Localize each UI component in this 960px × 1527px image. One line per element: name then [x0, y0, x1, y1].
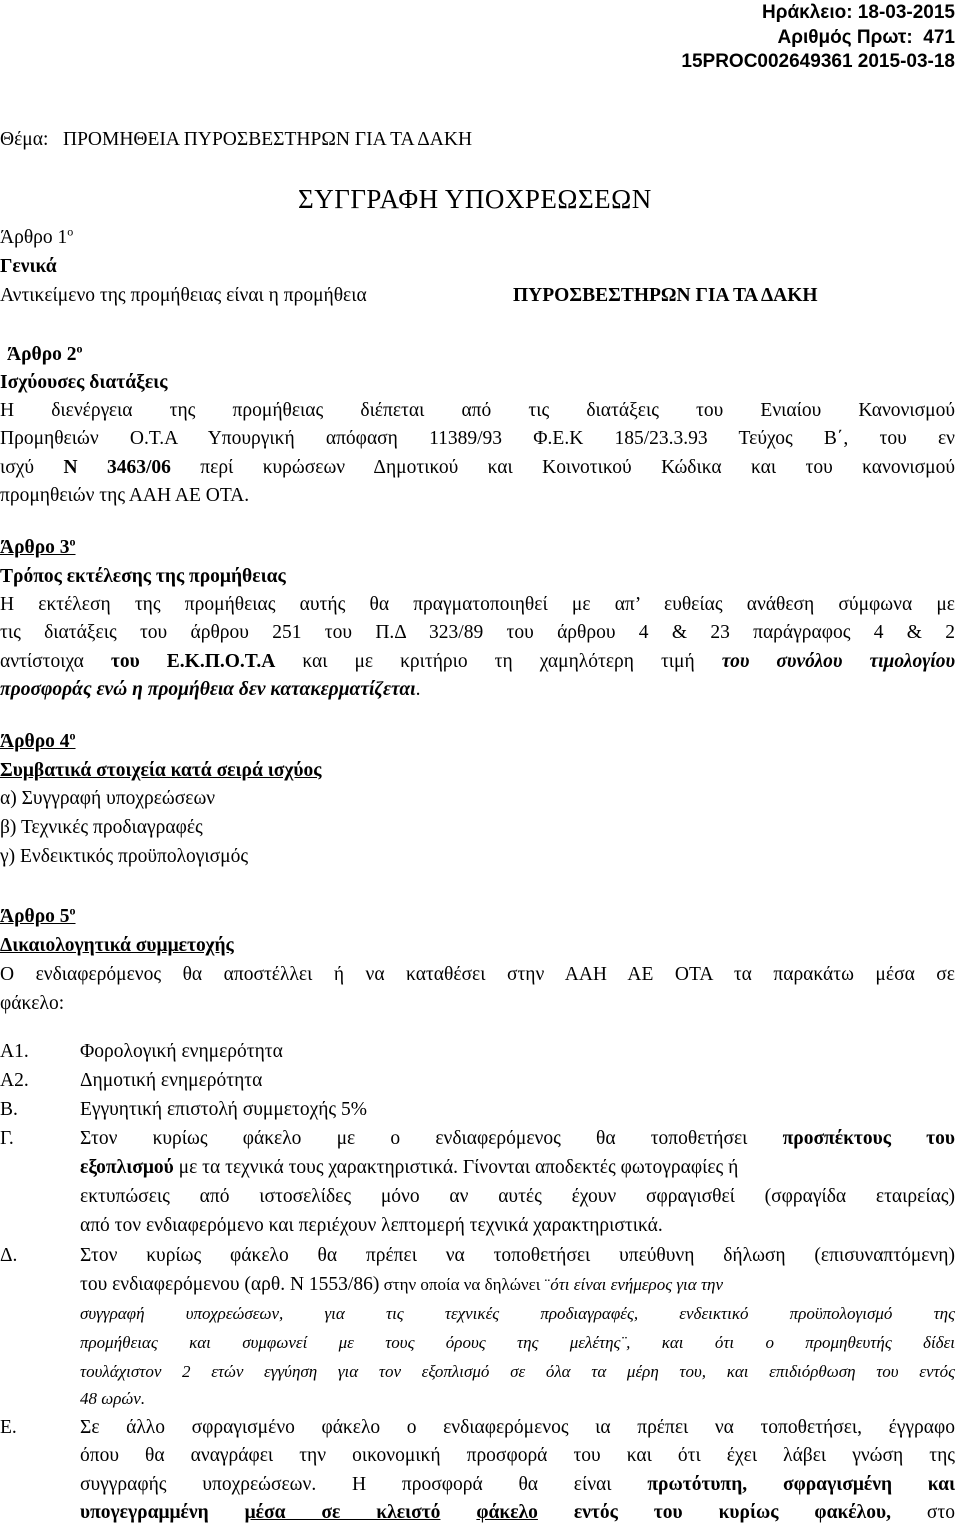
article2-line1: Η διενέργεια της προμήθειας διέπεται από τις διατάξεις του Ενιαίου Κανονισμού — [0, 400, 955, 421]
article1-subject: ΠΥΡΟΣΒΕΣΤΗΡΩΝ ΓΙΑ ΤΑ ΔΑΚΗ — [513, 285, 818, 306]
item-e-line4: υπογεγραμμένη μέσα σε κλειστό φάκελο εντός του κυρίως φακέλου, στο — [80, 1502, 956, 1523]
protocol-label: Αριθμός Πρωτ: — [777, 27, 913, 48]
article4-item-c: γ) Ενδεικτικός προϋπολογισμός — [0, 846, 249, 867]
subject-text: ΠΡΟΜΗΘΕΙΑ ΠΥΡΟΣΒΕΣΤΗΡΩΝ ΓΙΑ ΤΑ ΔΑΚΗ — [63, 129, 473, 150]
article2-heading: Άρθρο $2^o$ — [7, 341, 83, 365]
item-g-line4: από τον ενδιαφερόμενο και περιέχουν λεπτομερή τεχνικά χαρακτηριστικά. — [80, 1215, 663, 1236]
item-d-line3: συγγραφή υποχρεώσεων, για τις τεχνικές προδιαγραφές, ενδεικτικό προϋπολογισμό της — [80, 1304, 955, 1323]
item-d-line2: του ενδιαφερόμενου (αρθ. Ν 1553/86) στην οποία να δηλώνει ¨ότι είναι ενήμερος για την — [80, 1274, 724, 1295]
subject-line — [0, 125, 472, 154]
doc-title: ΣΥΓΓΡΑΦΗ ΥΠΟΧΡΕΩΣΕΩΝ — [298, 184, 652, 214]
item-e-line2: όπου θα αναγράφει την οικονομική προσφορά του και ότι έχει λάβει γνώση της — [80, 1445, 955, 1466]
article3-line1: Η εκτέλεση της προμήθειας αυτής θα πραγματοποιηθεί με απ’ ευθείας ανάθεση σύμφωνα με — [0, 594, 955, 615]
item-g-label: Γ. — [0, 1128, 14, 1149]
protocol-number: 471 — [923, 27, 955, 48]
article1-text: Αντικείμενο της προμήθειας είναι η προμήθεια — [0, 285, 367, 306]
article2-subheading: Ισχύουσες διατάξεις — [0, 372, 168, 393]
article3-heading: Άρθρο $3^o$ — [0, 534, 76, 558]
item-g-line2: εξοπλισμού με τα τεχνικά τους χαρακτηριστικά. Γίνονται αποδεκτές φωτογραφίες ή — [80, 1157, 739, 1178]
article4-heading: Άρθρο $4^o$ — [0, 728, 76, 752]
item-a1-label: Α1. — [0, 1041, 29, 1062]
item-e-line3: συγγραφής υποχρεώσεων. Η προσφορά θα είναι πρωτότυπη, σφραγισμένη και — [80, 1474, 955, 1495]
item-e-label: Ε. — [0, 1417, 17, 1438]
item-e-line1: Σε άλλο σφραγισμένο φάκελο ο ενδιαφερόμενος ια πρέπει να τοποθετήσει, έγγραφο — [80, 1417, 955, 1438]
article3-line2: τις διατάξεις του άρθρου 251 του Π.Δ 323/89 του άρθρου 4 & 23 παράγραφος 4 & 2 — [0, 622, 955, 643]
item-g-line3: εκτυπώσεις από ιστοσελίδες μόνο αν αυτές έχουν σφραγισθεί (σφραγίδα εταιρείας) — [80, 1186, 955, 1207]
article3-subheading: Τρόπος εκτέλεσης της προμήθειας — [0, 566, 286, 587]
article3-line4: προσφοράς ενώ η προμήθεια δεν κατακερματίζεται. — [0, 679, 421, 700]
item-d-line6: 48 ωρών. — [80, 1389, 146, 1408]
article2-line3: ισχύ Ν 3463/06 περί κυρώσεων Δημοτικού και Κοινοτικού Κώδικα και του κανονισμού — [0, 457, 956, 478]
article2-line4: προμηθειών της ΑΑΗ ΑΕ ΟΤΑ. — [0, 485, 250, 506]
article5-intro2: φάκελο: — [0, 993, 65, 1014]
article3-line3: αντίστοιχα του Ε.Κ.Π.Ο.Τ.Α και με κριτήριο τη χαμηλότερη τιμή του συνόλου τιμολογίου — [0, 651, 956, 672]
article5-heading: Άρθρο $5^o$ — [0, 903, 76, 927]
article5-intro1: Ο ενδιαφερόμενος θα αποστέλλει ή να καταθέσει στην ΑΑΗ ΑΕ ΟΤΑ τα παρακάτω μέσα σε — [0, 964, 955, 985]
item-a1-text: Φορολογική ενημερότητα — [80, 1041, 283, 1062]
article1-subheading: Γενικά — [0, 256, 57, 277]
article4-subheading: Συμβατικά στοιχεία κατά σειρά ισχύος — [0, 760, 322, 781]
item-b-text: Εγγυητική επιστολή συμμετοχής 5% — [80, 1099, 368, 1120]
item-a2-label: Α2. — [0, 1070, 29, 1091]
article5-subheading: Δικαιολογητικά συμμετοχής — [0, 935, 234, 956]
header-date: Ηράκλειο: 18-03-2015 — [761, 2, 955, 23]
header-protocol — [778, 27, 955, 49]
header-doc-code: 15PROC002649361 2015-03-18 — [681, 51, 955, 72]
item-d-line4: προμήθειας και συμφωνεί με τους όρους της μελέτης¨, και ότι ο προμηθευτής δίδει — [80, 1333, 955, 1352]
subject-label: Θέμα: — [0, 129, 49, 150]
item-d-label: Δ. — [0, 1245, 18, 1266]
item-d-line1: Στον κυρίως φάκελο θα πρέπει να τοποθετήσει υπεύθυνη δήλωση (επισυναπτόμενη) — [80, 1245, 955, 1266]
article1-heading: Άρθρο $1^o$ — [0, 224, 74, 248]
article2-line2: Προμηθειών Ο.Τ.Α Υπουργική απόφαση 11389/93 Φ.Ε.Κ 185/23.3.93 Τεύχος Β΄, του εν — [0, 428, 955, 449]
article4-item-a: α) Συγγραφή υποχρεώσεων — [0, 788, 216, 809]
item-d-line5: τουλάχιστον 2 ετών εγγύηση για τον εξοπλισμό σε όλα τα μέρη του, και επιδιόρθωση του εντός — [80, 1362, 955, 1381]
item-g-line1: Στον κυρίως φάκελο με ο ενδιαφερόμενος θα τοποθετήσει προσπέκτους του — [80, 1128, 956, 1149]
item-b-label: Β. — [0, 1099, 18, 1120]
item-a2-text: Δημοτική ενημερότητα — [80, 1070, 263, 1091]
article4-item-b: β) Τεχνικές προδιαγραφές — [0, 817, 203, 838]
